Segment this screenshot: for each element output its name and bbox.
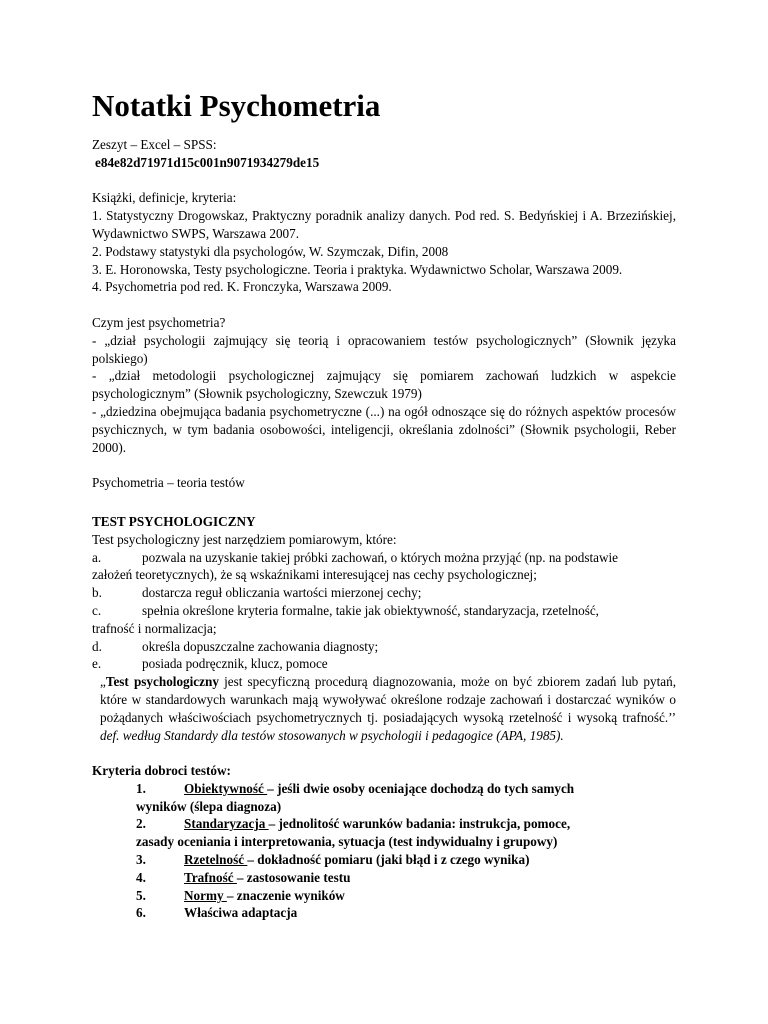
item-label: d. <box>92 638 102 654</box>
book-item: 2. Podstawy statystyki dla psychologów, W. Szymczak, Difin, 2008 <box>92 243 449 259</box>
spacer <box>92 296 676 314</box>
books-heading: Książki, definicje, kryteria: <box>92 190 237 206</box>
criteria-term: Standaryzacja <box>184 816 269 832</box>
criteria-text <box>184 904 632 922</box>
criteria-desc: – znaczenie wyników <box>226 887 345 903</box>
spacer <box>92 492 676 513</box>
criteria-continuation: zasady oceniania i interpretowania, sytuacja (test indywidualny i grupowy) <box>136 834 558 850</box>
item-continuation: założeń teoretycznych), że są wskaźnikami interesującej nas cechy psychologicznej; <box>92 567 537 583</box>
quote-open: „ <box>100 674 106 690</box>
spacer <box>92 172 676 190</box>
criteria-desc: – jeśli dwie osoby oceniające dochodzą do tych samych <box>267 780 575 796</box>
criteria-desc: – zastosowanie testu <box>236 869 351 885</box>
definition-text: jest specyficzną procedurą diagnozowania, może on być zbiorem zadań lub pytań, które w standardowych warunkach mają wywoływać określone rodzaje zachowań i dostarczać wyników o pożądanych właściwościach psychometrycznych tj. posiadających wysoką rzetelność i wysoką trafność.’’ <box>100 674 677 725</box>
item-text: określa dopuszczalne zachowania diagnosty; <box>142 638 379 654</box>
item-continuation: trafność i normalizacja; <box>92 620 217 636</box>
test-feature-item <box>92 584 676 602</box>
criteria-text <box>184 851 632 869</box>
book-item: 3. E. Horonowska, Testy psychologiczne. Teoria i praktyka. Wydawnictwo Scholar, Warszawa 2009. <box>92 261 623 277</box>
criteria-item <box>136 780 632 816</box>
definition-source: def. według Standardy dla testów stosowanych w psychologii i pedagogice (APA, 1985). <box>100 727 564 743</box>
test-heading: TEST PSYCHOLOGICZNY <box>92 513 256 529</box>
book-item: 1. Statystyczny Drogowskaz, Praktyczny poradnik analizy danych. Pod red. S. Bedyńskiej i A. Brzezińskiej, Wydawnictwo SWPS, Warszawa 2007. <box>92 208 676 241</box>
criteria-term: Normy <box>184 887 227 903</box>
item-label: e. <box>92 656 102 672</box>
item-text: spełnia określone kryteria formalne, takie jak obiektywność, standaryzacja, rzetelność, <box>142 602 599 618</box>
criteria-text <box>136 815 632 851</box>
item-label: c. <box>92 602 102 618</box>
criteria-text <box>184 887 632 905</box>
definition-item: - „dział psychologii zajmujący się teorią i opracowaniem testów psychologicznych” (Słownik języka polskiego) <box>92 332 676 366</box>
criteria-number: 2. <box>136 816 146 832</box>
definition-term: Test psychologiczny <box>105 674 219 690</box>
theory-line: Psychometria – teoria testów <box>92 475 245 491</box>
criteria-number: 5. <box>136 887 146 903</box>
criteria-item <box>136 869 632 887</box>
test-feature-item <box>92 638 676 656</box>
criteria-item <box>136 904 632 922</box>
criteria-desc: – jednolitość warunków badania: instrukcja, pomoce, <box>268 816 571 832</box>
criteria-text <box>136 780 632 816</box>
criteria-desc: – dokładność pomiaru (jaki błąd i z czego wynika) <box>247 852 530 868</box>
criteria-item <box>136 815 632 851</box>
criteria-item <box>136 851 632 869</box>
criteria-term: Obiektywność <box>184 780 268 796</box>
definition-item: - „dziedzina obejmująca badania psychometryczne (...) na ogół odnoszące się do różnych aspektów procesów psychicznych, w tym badania osobowości, inteligencji, określania zdolności” (Słownik psychologii, Reber 2000). <box>92 403 676 455</box>
book-item: 4. Psychometria pod red. K. Fronczyka, Warszawa 2009. <box>92 279 392 295</box>
criteria-desc: Właściwa adaptacja <box>184 905 298 921</box>
definition-item: - „dział metodologii psychologicznej zajmujący się pomiarem zachowań ludzkich w aspekcie psychologicznym” (Słownik psychologiczny, Szewczuk 1979) <box>92 368 676 402</box>
page-title: Notatki Psychometria <box>92 88 381 123</box>
criteria-heading: Kryteria dobroci testów: <box>92 763 231 779</box>
criteria-list <box>92 780 632 922</box>
test-feature-item <box>92 549 676 567</box>
zeszyt-label: Zeszyt – Excel – SPSS: <box>92 137 217 152</box>
item-text: posiada podręcznik, klucz, pomoce <box>142 656 328 672</box>
test-feature-item <box>92 602 676 620</box>
criteria-number: 6. <box>136 905 146 921</box>
spacer <box>92 744 676 762</box>
item-label: a. <box>92 549 102 565</box>
spacer <box>92 456 676 474</box>
criteria-term: Rzetelność <box>184 852 248 868</box>
zeszyt-code: e84e82d71971d15c001n9071934279de15 <box>95 154 320 170</box>
test-feature-item <box>92 655 676 673</box>
criteria-number: 1. <box>136 780 146 796</box>
test-definition <box>92 673 676 744</box>
document-body <box>92 136 676 922</box>
item-label: b. <box>92 585 102 601</box>
criteria-continuation: wyników (ślepa diagnoza) <box>136 798 282 814</box>
criteria-number: 3. <box>136 852 146 868</box>
criteria-text <box>184 869 632 887</box>
item-text: pozwala na uzyskanie takiej próbki zachowań, o których można przyjąć (np. na podstawie <box>142 549 619 565</box>
criteria-item <box>136 887 632 905</box>
item-text: dostarcza reguł obliczania wartości mierzonej cechy; <box>142 585 422 601</box>
definitions-heading: Czym jest psychometria? <box>92 314 226 330</box>
criteria-number: 4. <box>136 869 146 885</box>
test-intro: Test psychologiczny jest narzędziem pomiarowym, które: <box>92 531 397 547</box>
criteria-term: Trafność <box>184 869 237 885</box>
